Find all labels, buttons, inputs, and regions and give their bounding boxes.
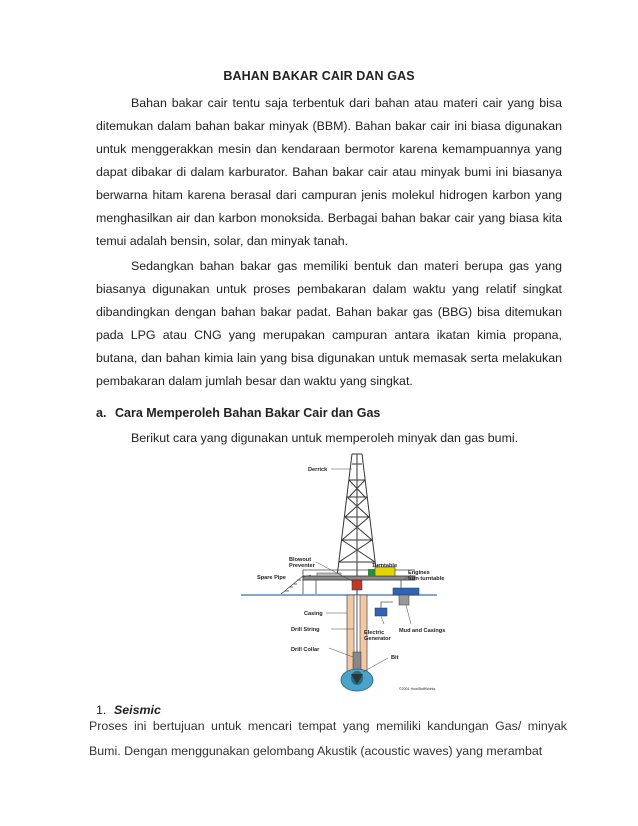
drill-bit [341,669,373,691]
section-a-marker: a. [96,406,107,420]
label-drill-string: Drill String [291,627,320,633]
section-a-title: Cara Memperoleh Bahan Bakar Cair dan Gas [115,406,381,420]
label-bit: Bit [391,655,399,661]
section-a-heading [96,406,380,420]
drilling-rig-diagram [241,452,446,694]
label-generator: Generator [364,636,391,642]
item-1-title: Seismic [114,703,161,717]
label-credit: ©2001 HowStuffWorks [399,687,436,691]
label-turn-turntable: turn turntable [408,576,445,582]
mud-and-generator [375,588,419,616]
label-preventer: Preventer [289,563,315,569]
paragraph-2 [96,255,562,393]
label-mud-casings: Mud and Casings [399,628,446,634]
label-turntable: Turntable [372,563,398,569]
label-drill-collar: Drill Collar [291,647,320,653]
section-a-intro: Berikut cara yang digunakan untuk memperoleh minyak dan gas bumi. [131,431,519,445]
label-electric: Electric [364,630,385,636]
paragraph-3: Proses ini bertujuan untuk mencari tempat yang memiliki kandungan Gas/ minyak Bumi. Dengan menggunakan gelombang Akustik (acoustic waves) yang merambat [89,719,567,758]
label-engines: Engines [408,570,430,576]
paragraph-1 [96,92,562,253]
label-blowout: Blowout [289,557,312,563]
label-casing: Casing [304,611,323,617]
paragraph-1-text: Bahan bakar cair tentu saja terbentuk dari bahan atau materi cair yang bisa ditemukan dalam bahan bakar minyak (BBM). Bahan bakar cair ini biasa digunakan untuk menggerakkan mesin dan kendaraan bermotor karena kemampuannya yang dapat dibakar di dalam karburator. Bahan bakar cair atau minyak bumi ini biasanya berwarna hitam karena berasal dari campuran jenis molekul hidrogen karbon yang menghasilkan air dan karbon monoksida. Berbagai bahan bakar cair yang biasa kita temui adalah bensin, solar, dan minyak tanah. [96,96,562,248]
item-1-number: 1. [96,703,107,717]
paragraph-2-text: Sedangkan bahan bakar gas memiliki bentuk dan materi berupa gas yang biasanya digunakan untuk proses pembakaran dalam waktu yang relatif singkat dibandingkan dengan bahan bakar padat. Bahan bakar gas (BBG) bisa ditemukan pada LPG atau CNG yang merupakan campuran antara ikatan kimia propana, butana, dan bahan kimia lain yang bisa digunakan untuk memasak serta melakukan pembakaran dalam jumlah besar dan waktu yang singkat. [96,259,562,388]
label-derrick: Derrick [308,467,328,473]
document-title: BAHAN BAKAR CAIR DAN GAS [223,69,415,83]
label-spare-pipe: Spare Pipe [257,575,286,581]
